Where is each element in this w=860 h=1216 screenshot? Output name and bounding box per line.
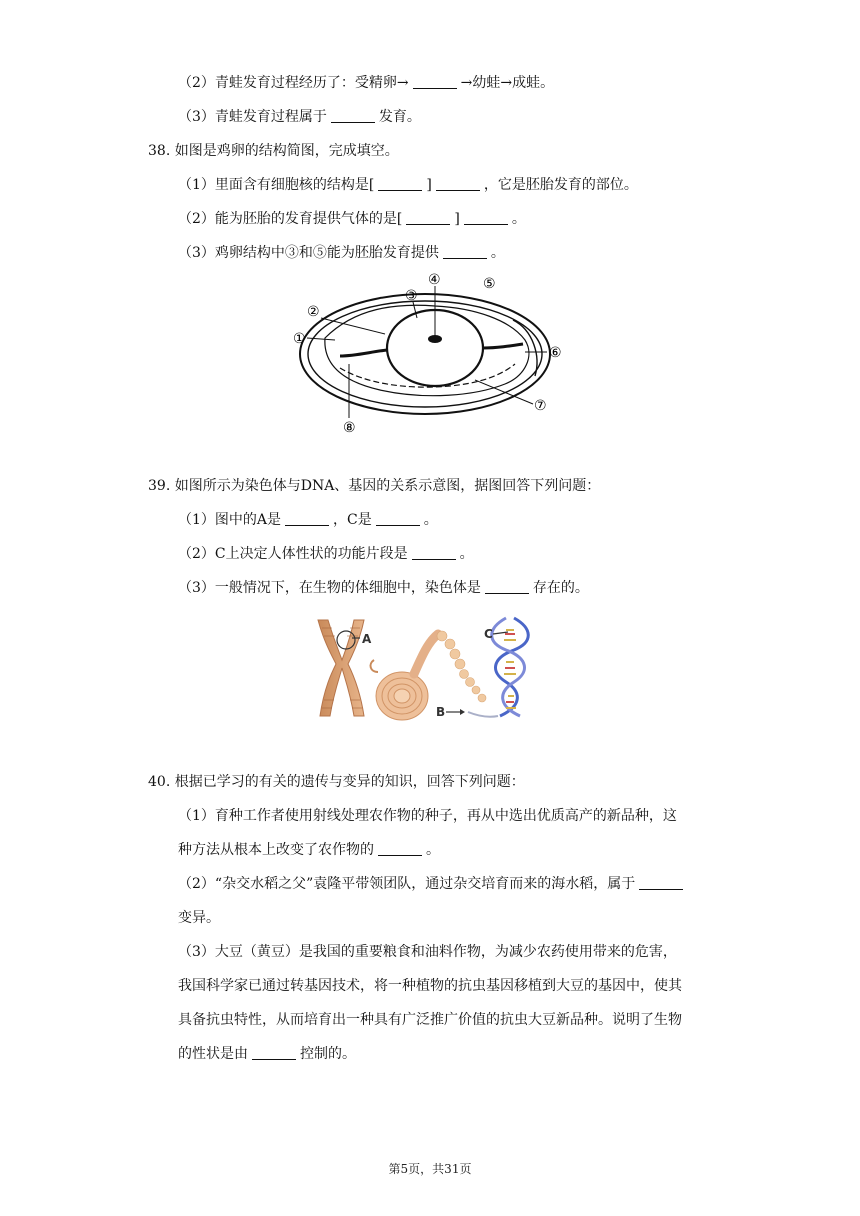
label-a: A <box>362 632 372 646</box>
q40-part1-line1: （1）育种工作者使用射线处理农作物的种子，再从中选出优质高产的新品种，这 <box>178 808 677 824</box>
answer-blank[interactable] <box>436 176 480 191</box>
answer-blank[interactable] <box>378 841 422 856</box>
q40-part3-line2: 我国科学家已通过转基因技术，将一种植物的抗虫基因移植到大豆的基因中，使其 <box>178 978 682 994</box>
answer-blank[interactable] <box>331 108 375 123</box>
label-c: C <box>484 627 493 641</box>
q40-part3-line3: 具备抗虫特性，从而培育出一种具有广泛推广价值的抗虫大豆新品种。说明了生物 <box>178 1012 682 1028</box>
q37-part2: （2）青蛙发育过程经历了：受精卵→ →幼蛙→成蛙。 <box>178 75 555 91</box>
dna-helix <box>492 618 529 716</box>
answer-blank[interactable] <box>464 210 508 225</box>
egg-label-3: ③ <box>405 288 418 304</box>
q40-part3-line1: （3）大豆（黄豆）是我国的重要粮食和油料作物，为减少农药使用带来的危害， <box>178 944 677 960</box>
germinal-disc <box>428 335 442 343</box>
q38-stem: 38. 如图是鸡卵的结构简图，完成填空。 <box>148 143 399 159</box>
answer-blank[interactable] <box>285 511 329 526</box>
answer-blank[interactable] <box>413 74 457 89</box>
answer-blank[interactable] <box>378 176 422 191</box>
egg-structure-figure <box>285 268 575 438</box>
egg-label-8: ⑧ <box>343 420 356 436</box>
chromosome-dna-figure <box>310 612 550 724</box>
chromosome <box>318 620 364 716</box>
chalaza-left <box>340 350 387 356</box>
q38-part1: （1）里面含有细胞核的结构是[ ] ，它是胚胎发育的部位。 <box>178 177 638 193</box>
q37-part3: （3）青蛙发育过程属于 发育。 <box>178 109 421 125</box>
answer-blank[interactable] <box>485 579 529 594</box>
egg-label-5: ⑤ <box>483 276 496 292</box>
q39-part3: （3）一般情况下，在生物的体细胞中，染色体是 存在的。 <box>178 580 589 596</box>
q39-stem: 39. 如图所示为染色体与DNA、基因的关系示意图，据图回答下列问题： <box>148 478 601 494</box>
egg-label-1: ① <box>293 331 306 347</box>
egg-label-4: ④ <box>428 272 441 288</box>
answer-blank[interactable] <box>412 545 456 560</box>
egg-label-2: ② <box>307 304 320 320</box>
answer-blank[interactable] <box>252 1045 296 1060</box>
coiled-chromatin <box>376 634 438 720</box>
q40-part3-line4: 的性状是由 控制的。 <box>178 1046 356 1062</box>
q40-stem: 40. 根据已学习的有关的遗传与变异的知识，回答下列问题： <box>148 774 525 790</box>
answer-blank[interactable] <box>406 210 450 225</box>
answer-blank[interactable] <box>639 875 683 890</box>
egg-label-7: ⑦ <box>534 398 547 414</box>
q38-part3: （3）鸡卵结构中③和⑤能为胚胎发育提供 。 <box>178 245 505 261</box>
nucleosome-beads <box>437 631 486 702</box>
answer-blank[interactable] <box>443 244 487 259</box>
q38-part2: （2）能为胚胎的发育提供气体的是[ ] 。 <box>178 211 526 227</box>
q40-part2-line1: （2）“杂交水稻之父”袁隆平带领团队，通过杂交培育而来的海水稻，属于 <box>178 874 687 894</box>
q39-part1: （1）图中的A是 ，C是 。 <box>178 512 438 528</box>
answer-blank[interactable] <box>376 511 420 526</box>
label-b: B <box>436 705 446 719</box>
q40-part1-line2: 种方法从根本上改变了农作物的 。 <box>178 842 440 858</box>
q39-part2: （2）C上决定人体性状的功能片段是 。 <box>178 546 474 562</box>
page-footer: 第5页，共31页 <box>388 1162 472 1176</box>
egg-label-6: ⑥ <box>549 345 562 361</box>
q40-part2-line2: 变异。 <box>178 910 220 926</box>
chalaza-right <box>483 344 523 348</box>
